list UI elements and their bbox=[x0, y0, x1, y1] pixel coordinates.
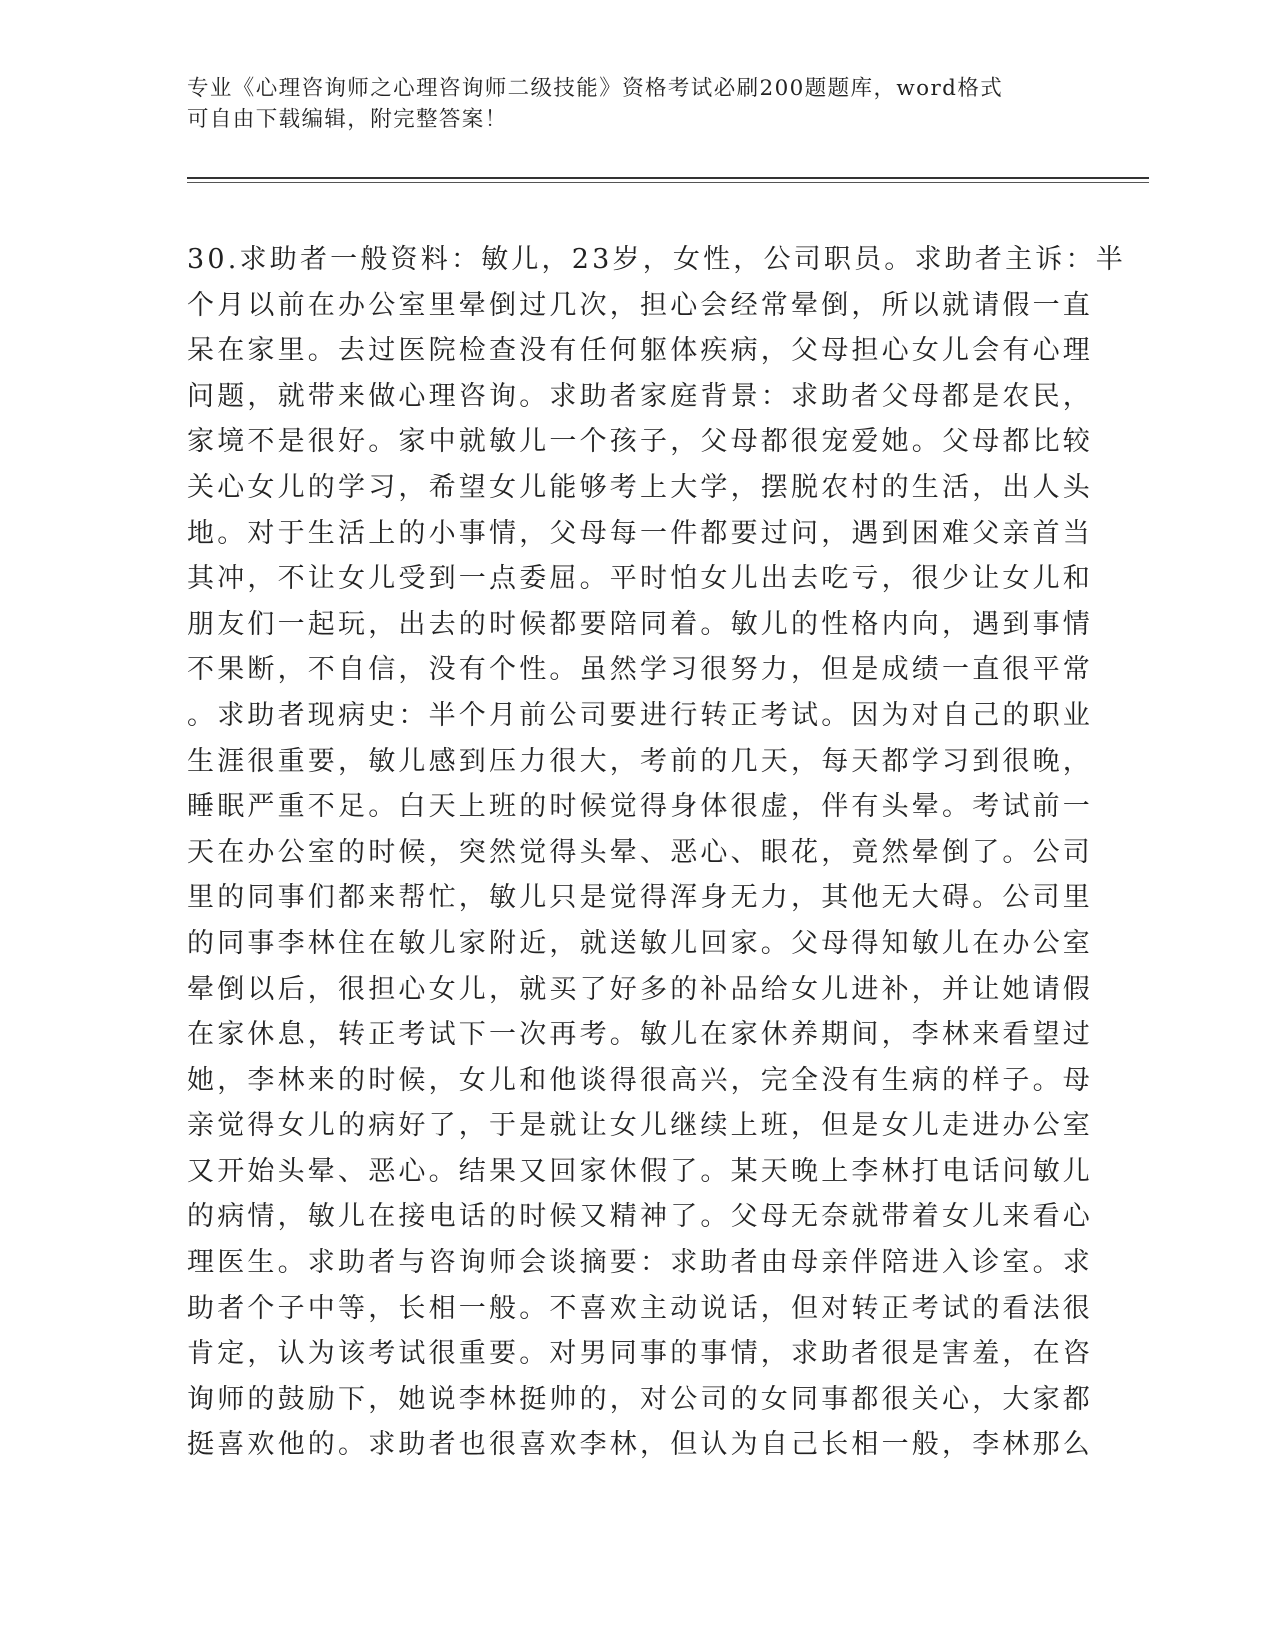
body-line: 亲觉得女儿的病好了，于是就让女儿继续上班，但是女儿走进办公室 bbox=[187, 1110, 1093, 1142]
body-line: 又开始头晕、恶心。结果又回家休假了。某天晚上李林打电话问敏儿 bbox=[187, 1155, 1093, 1187]
body-line: 生涯很重要，敏儿感到压力很大，考前的几天，每天都学习到很晚， bbox=[187, 745, 1093, 777]
body-line: 挺喜欢他的。求助者也很喜欢李林，但认为自己长相一般，李林那么 bbox=[187, 1429, 1093, 1461]
header-divider-thick bbox=[187, 177, 1149, 179]
body-line: 个月以前在办公室里晕倒过几次，担心会经常晕倒，所以就请假一直 bbox=[187, 289, 1093, 321]
body-line: 询师的鼓励下，她说李林挺帅的，对公司的女同事都很关心，大家都 bbox=[187, 1383, 1093, 1415]
body-line: 助者个子中等，长相一般。不喜欢主动说话，但对转正考试的看法很 bbox=[187, 1292, 1093, 1324]
body-line: 呆在家里。去过医院检查没有任何躯体疾病，父母担心女儿会有心理 bbox=[187, 335, 1093, 367]
body-line: 家境不是很好。家中就敏儿一个孩子，父母都很宠爱她。父母都比较 bbox=[187, 426, 1093, 458]
header-divider-thin bbox=[187, 182, 1149, 183]
body-line: 晕倒以后，很担心女儿，就买了好多的补品给女儿进补，并让她请假 bbox=[187, 973, 1093, 1005]
header-line-2: 可自由下载编辑，附完整答案！ bbox=[187, 107, 508, 132]
body-line: 天在办公室的时候，突然觉得头晕、恶心、眼花，竟然晕倒了。公司 bbox=[187, 836, 1093, 868]
body-line: 。求助者现病史：半个月前公司要进行转正考试。因为对自己的职业 bbox=[187, 699, 1093, 731]
body-line: 里的同事们都来帮忙，敏儿只是觉得浑身无力，其他无大碍。公司里 bbox=[187, 882, 1093, 914]
body-line: 其冲，不让女儿受到一点委屈。平时怕女儿出去吃亏，很少让女儿和 bbox=[187, 563, 1093, 595]
body-line: 不果断，不自信，没有个性。虽然学习很努力，但是成绩一直很平常 bbox=[187, 654, 1093, 686]
body-line: 朋友们一起玩，出去的时候都要陪同着。敏儿的性格内向，遇到事情 bbox=[187, 608, 1093, 640]
body-line: 的病情，敏儿在接电话的时候又精神了。父母无奈就带着女儿来看心 bbox=[187, 1201, 1093, 1233]
body-line: 的同事李林住在敏儿家附近，就送敏儿回家。父母得知敏儿在办公室 bbox=[187, 927, 1093, 959]
header-line-1: 专业《心理咨询师之心理咨询师二级技能》资格考试必刷200题题库，word格式 bbox=[187, 76, 1004, 101]
body-line: 地。对于生活上的小事情，父母每一件都要过问，遇到困难父亲首当 bbox=[187, 517, 1093, 549]
body-line: 她，李林来的时候，女儿和他谈得很高兴，完全没有生病的样子。母 bbox=[187, 1064, 1093, 1096]
body-line: 30.求助者一般资料：敏儿，23岁，女性，公司职员。求助者主诉：半 bbox=[187, 244, 1126, 275]
body-line: 问题，就带来做心理咨询。求助者家庭背景：求助者父母都是农民， bbox=[187, 380, 1093, 412]
body-line: 关心女儿的学习，希望女儿能够考上大学，摆脱农村的生活，出人头 bbox=[187, 471, 1093, 503]
body-line: 在家休息，转正考试下一次再考。敏儿在家休养期间，李林来看望过 bbox=[187, 1019, 1093, 1051]
body-line: 理医生。求助者与咨询师会谈摘要：求助者由母亲伴陪进入诊室。求 bbox=[187, 1247, 1093, 1279]
body-line: 睡眠严重不足。白天上班的时候觉得身体很虚，伴有头晕。考试前一 bbox=[187, 791, 1093, 823]
body-line: 肯定，认为该考试很重要。对男同事的事情，求助者很是害羞，在咨 bbox=[187, 1338, 1093, 1370]
question-body bbox=[187, 237, 1126, 1468]
page-header bbox=[187, 73, 1067, 135]
